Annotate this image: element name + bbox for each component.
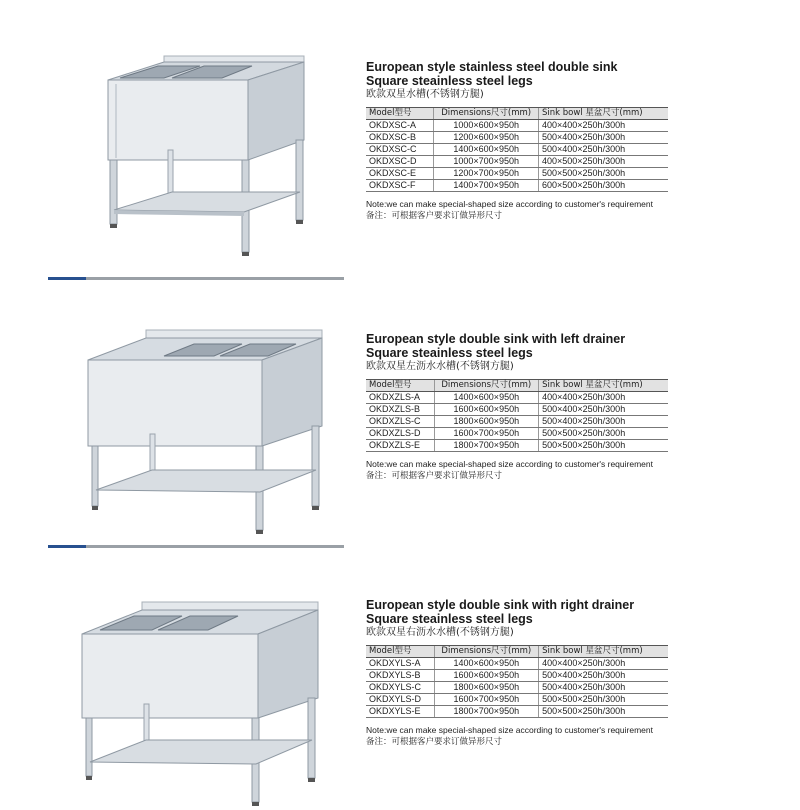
cell-dimensions: 1600×700×950h	[434, 694, 539, 706]
cell-dimensions: 1600×600×950h	[434, 670, 539, 682]
product-section-right-drainer	[0, 540, 800, 802]
spec-table	[366, 645, 668, 718]
product-title-line2: Square steainless steel legs	[366, 346, 533, 360]
cell-model: OKDXSC-D	[366, 156, 434, 168]
note-en: Note:we can make special-shaped size according to customer's requirement	[366, 725, 653, 735]
cell-dimensions: 1800×600×950h	[434, 682, 539, 694]
table-row	[366, 392, 668, 404]
left-drainer-sink-photo	[72, 318, 332, 538]
cell-model: OKDXYLS-D	[366, 694, 434, 706]
cell-dimensions: 1800×700×950h	[434, 706, 539, 718]
note-cn: 备注：可根据客户要求订做异形尺寸	[366, 471, 503, 481]
table-row	[366, 132, 668, 144]
cell-sink-bowl: 500×400×250h/300h	[539, 670, 668, 682]
cell-sink-bowl: 600×500×250h/300h	[539, 180, 669, 192]
table-row	[366, 682, 668, 694]
cell-sink-bowl: 500×400×250h/300h	[539, 416, 668, 428]
header-sink-bowl: Sink bowl 星盆尺寸(mm)	[539, 380, 668, 392]
header-sink-bowl: Sink bowl 星盆尺寸(mm)	[539, 646, 668, 658]
table-row	[366, 670, 668, 682]
cell-model: OKDXZLS-D	[366, 428, 434, 440]
cell-sink-bowl: 500×400×250h/300h	[539, 144, 669, 156]
product-info	[366, 60, 676, 222]
cell-model: OKDXZLS-A	[366, 392, 434, 404]
spec-table	[366, 379, 668, 452]
cell-sink-bowl: 500×500×250h/300h	[539, 706, 668, 718]
note-en: Note:we can make special-shaped size according to customer's requirement	[366, 459, 653, 469]
cell-dimensions: 1400×700×950h	[434, 180, 539, 192]
cell-sink-bowl: 500×500×250h/300h	[539, 440, 668, 452]
cell-model: OKDXZLS-E	[366, 440, 434, 452]
right-drainer-sink-photo	[72, 590, 332, 810]
note-en: Note:we can make special-shaped size according to customer's requirement	[366, 199, 653, 209]
table-row	[366, 404, 668, 416]
cell-dimensions: 1600×700×950h	[434, 428, 539, 440]
table-row	[366, 416, 668, 428]
cell-dimensions: 1000×700×950h	[434, 156, 539, 168]
cell-dimensions: 1200×700×950h	[434, 168, 539, 180]
table-row	[366, 156, 668, 168]
note-cn: 备注：可根据客户要求订做异形尺寸	[366, 737, 503, 747]
header-sink-bowl: Sink bowl 星盆尺寸(mm)	[539, 108, 669, 120]
cell-dimensions: 1400×600×950h	[434, 658, 539, 670]
product-info	[366, 598, 676, 748]
cell-model: OKDXSC-C	[366, 144, 434, 156]
cell-model: OKDXSC-F	[366, 180, 434, 192]
double-sink-photo	[72, 40, 332, 260]
cell-sink-bowl: 500×500×250h/300h	[539, 694, 668, 706]
table-header-row	[366, 108, 668, 120]
cell-dimensions: 1400×600×950h	[434, 392, 539, 404]
table-row	[366, 180, 668, 192]
cell-sink-bowl: 500×500×250h/300h	[539, 168, 669, 180]
table-row	[366, 168, 668, 180]
product-title-line1: European style double sink with left drainer	[366, 332, 626, 346]
table-row	[366, 706, 668, 718]
cell-model: OKDXSC-A	[366, 120, 434, 132]
header-model: Model型号	[366, 108, 434, 120]
product-title-line2: Square steainless steel legs	[366, 74, 533, 88]
table-row	[366, 658, 668, 670]
product-info	[366, 332, 676, 482]
table-row	[366, 428, 668, 440]
cell-sink-bowl: 500×400×250h/300h	[539, 404, 668, 416]
cell-dimensions: 1200×600×950h	[434, 132, 539, 144]
cell-sink-bowl: 400×400×250h/300h	[539, 120, 669, 132]
cell-dimensions: 1600×600×950h	[434, 404, 539, 416]
note-cn: 备注：可根据客户要求订做异形尺寸	[366, 211, 503, 221]
product-title-cn: 欧款双星水槽(不锈钢方腿)	[366, 89, 484, 100]
header-model: Model型号	[366, 380, 434, 392]
header-dimensions: Dimensions尺寸(mm)	[434, 380, 539, 392]
cell-model: OKDXSC-E	[366, 168, 434, 180]
cell-model: OKDXYLS-E	[366, 706, 434, 718]
cell-sink-bowl: 400×400×250h/300h	[539, 392, 668, 404]
table-row	[366, 694, 668, 706]
product-title-line2: Square steainless steel legs	[366, 612, 533, 626]
spec-table	[366, 107, 668, 192]
table-row	[366, 440, 668, 452]
table-row	[366, 144, 668, 156]
cell-sink-bowl: 500×400×250h/300h	[539, 682, 668, 694]
header-model: Model型号	[366, 646, 434, 658]
product-title-line1: European style stainless steel double sink	[366, 60, 618, 74]
cell-sink-bowl: 400×500×250h/300h	[539, 156, 669, 168]
header-dimensions: Dimensions尺寸(mm)	[434, 108, 539, 120]
table-header-row	[366, 380, 668, 392]
cell-sink-bowl: 500×400×250h/300h	[539, 132, 669, 144]
cell-model: OKDXZLS-B	[366, 404, 434, 416]
header-dimensions: Dimensions尺寸(mm)	[434, 646, 539, 658]
cell-sink-bowl: 400×400×250h/300h	[539, 658, 668, 670]
table-header-row	[366, 646, 668, 658]
cell-dimensions: 1000×600×950h	[434, 120, 539, 132]
cell-model: OKDXYLS-A	[366, 658, 434, 670]
cell-sink-bowl: 500×500×250h/300h	[539, 428, 668, 440]
table-row	[366, 120, 668, 132]
product-title-line1: European style double sink with right drainer	[366, 598, 635, 612]
cell-dimensions: 1800×700×950h	[434, 440, 539, 452]
cell-dimensions: 1400×600×950h	[434, 144, 539, 156]
cell-dimensions: 1800×600×950h	[434, 416, 539, 428]
product-title-cn: 欧款双星右沥水水槽(不锈钢方腿)	[366, 627, 514, 638]
product-title-cn: 欧款双星左沥水水槽(不锈钢方腿)	[366, 361, 514, 372]
product-section-double-sink	[0, 0, 800, 262]
cell-model: OKDXYLS-C	[366, 682, 434, 694]
cell-model: OKDXYLS-B	[366, 670, 434, 682]
product-section-left-drainer	[0, 270, 800, 532]
cell-model: OKDXZLS-C	[366, 416, 434, 428]
cell-model: OKDXSC-B	[366, 132, 434, 144]
